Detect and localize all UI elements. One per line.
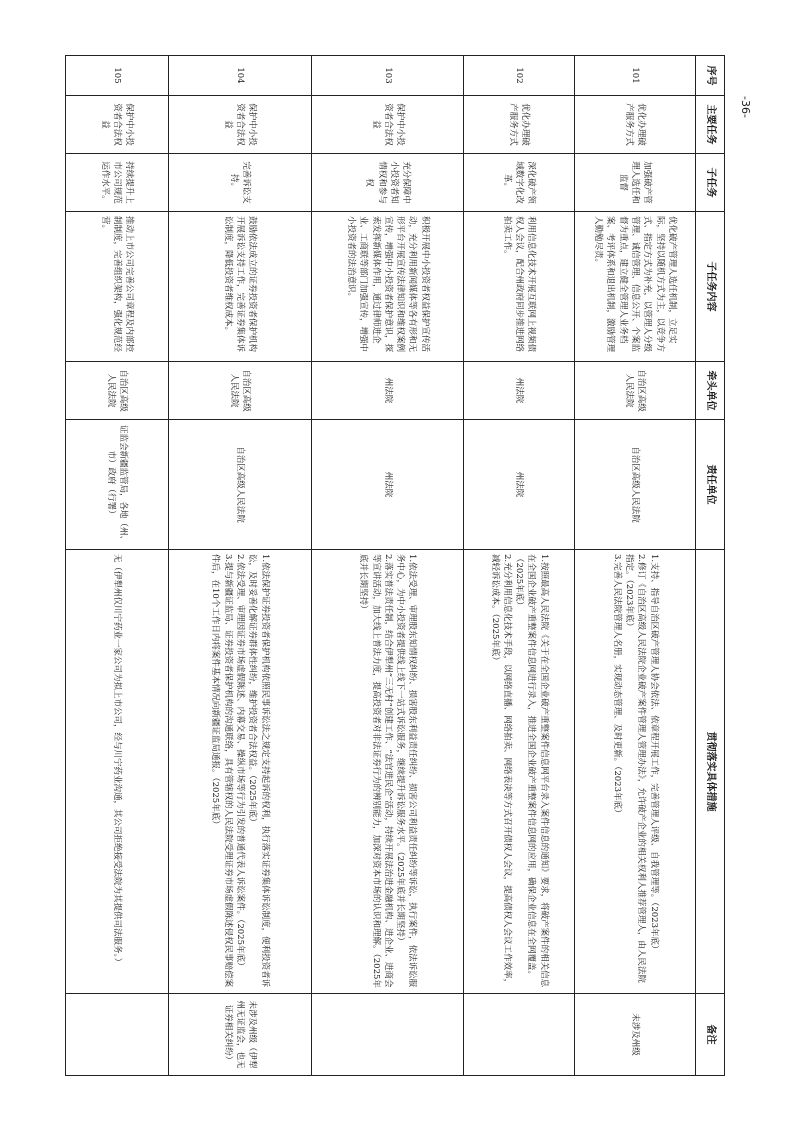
header-main-task: 主要任务 <box>696 96 725 154</box>
cell-measures <box>168 550 312 994</box>
header-remarks: 备注 <box>696 994 725 1076</box>
task-table <box>65 55 725 1076</box>
cell-remarks <box>312 994 464 1076</box>
cell-sub-task: 加强破产管理人选任和监督 <box>574 154 695 212</box>
cell-resp-unit: 州法院 <box>464 420 575 550</box>
cell-sub-task: 深化破产领域数字化改革。 <box>464 154 575 212</box>
header-measures: 贯彻落实具体措施 <box>696 550 725 994</box>
cell-main-task: 保护中小投资者合法权益 <box>312 96 464 154</box>
cell-sub-content: 利用信息化技术开展互联网上视频债权人会议，配合州政府同步推进网络拍卖工作。 <box>464 212 575 362</box>
cell-resp-unit: 自治区高级人民法院 <box>168 420 312 550</box>
measure-item: 3.完善人民法院管理人名册，实现动态管理、及时更新。（2023年底） <box>611 554 622 818</box>
table-row <box>66 56 169 1076</box>
cell-remarks <box>66 994 169 1076</box>
table-row <box>574 56 695 1076</box>
cell-measures <box>574 550 695 994</box>
cell-sub-content: 优化破产管理人选任机制，立足实际，坚持以随机方式为主，以竞争方式、指定方式为补充，以管理人分级管理、诚信管理、信息公开、个案监督为重点，建立健全管理人业务档案、考评体系和退出机制，激励管理人勤勉尽责。 <box>574 212 695 362</box>
measure-item: 1.依法受理、审理股东知情权纠纷、损害股东利益责任纠纷、损害公司利益责任纠纷等诉讼，执行案件，依法诉讼服务中心，为中小投资者提供线上线下一站式诉讼服务，继续提升诉讼服务水平。（2025年底并长期坚持） <box>395 554 418 988</box>
cell-seq: 104 <box>168 56 312 96</box>
cell-resp-unit: 证监会新疆监管局，各地（州、市）政府（行署） <box>66 420 169 550</box>
cell-remarks: 未涉及州级 <box>574 994 695 1076</box>
cell-remarks: 未涉及州级（伊犁州无证监会，也无证券相关纠纷） <box>168 994 312 1076</box>
cell-seq: 105 <box>66 56 169 96</box>
measure-item: 2.依法受理、审理因证券市场虚假陈述、内幕交易、操纵市场等行为引发的普通代表人诉讼案件。（2025年底） <box>235 554 246 971</box>
measure-item: 2.充分利用信息化技术手段，以网络直播、网络拍卖、网络表决等方式召开债权人会议，提高债权人会议工作效率，减轻诉讼成本。（2025年底） <box>489 554 512 988</box>
cell-resp-unit: 自治区高级人民法院 <box>574 420 695 550</box>
header-lead-unit: 牵头单位 <box>696 362 725 420</box>
measure-item: 1.按照最高人民法院《关于在全国企业破产重整案件信息网平台录入案件信息的通知》要求，将破产案件的相关信息在全国企业破产重整案件信息网进行录入，推进全国企业破产重整案件信息网的应用，确保企业信息在全网覆盖。（2025年底） <box>514 554 549 988</box>
measure-item: 2.修订《自治区高级人民法院企业破产案件管理人管理办法》，允许破产企业的相关权利人推荐管理人，由人民法院指定。（2023年底） <box>623 554 647 983</box>
cell-sub-content: 鼓励依法成立的证券投资者保护机构开展诉讼支持工作，完善证券集体诉讼制度，降低投资者维权成本。 <box>168 212 312 362</box>
measure-item: 无（伊犁州仅川宁药业一家公司为拟上市公司，经与川宁药业沟通，其公司拒绝接受法院为其提供司法服务。） <box>111 554 122 967</box>
header-sub-content: 子任务内容 <box>696 212 725 362</box>
cell-resp-unit: 州法院 <box>312 420 464 550</box>
cell-sub-task: 持续提升上市公司规范运作水平。 <box>66 154 169 212</box>
header-sub-task: 子任务 <box>696 154 725 212</box>
cell-lead-unit: 州法院 <box>464 362 575 420</box>
cell-measures <box>464 550 575 994</box>
table-row <box>312 56 464 1076</box>
measure-item: 1.依法保护证券投资者保护机构依照民事诉讼法之规定支持起诉的权利，执行落实证券集体诉讼制度，便利投资者诉讼，及时妥善化解证券群体性纠纷，维护投资者合法权益。（2025年底） <box>247 554 270 988</box>
cell-main-task: 优化办理破产服务方式 <box>574 96 695 154</box>
cell-measures <box>66 550 169 994</box>
page-number: -36- <box>739 96 752 118</box>
header-row <box>696 56 725 1076</box>
cell-remarks <box>464 994 575 1076</box>
cell-seq: 101 <box>574 56 695 96</box>
table-row <box>464 56 575 1076</box>
header-seq: 序号 <box>696 56 725 96</box>
cell-measures <box>312 550 464 994</box>
cell-lead-unit: 自治区高级人民法院 <box>168 362 312 420</box>
measure-item: 2.落实普法责任制，结合伊犁州“三无村”创建工作、“法官进民企”活动，持续开展法治进金融机构、进企业、进商会等宣讲活动，加大线上普法力度，提高投资者对非法证券行为的辨别能力，加深对资本市场的认识和理解。（2025年底并长期坚持） <box>358 554 393 988</box>
cell-seq: 103 <box>312 56 464 96</box>
cell-sub-content: 积极开展中小投资者权益保护宣传活动，充分利用新闻媒体等各有形和无形平台开展宣传法律知识和维权案例宣传，增强中小投资者保护意识，探索发挥新媒体作用，通过律师进企业、工商联等部门加强宣传，增强中小投资者的法治意识。 <box>312 212 464 362</box>
cell-sub-task: 充分保障中小投资者知情权和参与权 <box>312 154 464 212</box>
cell-sub-content: 推动上市公司完善公司章程及内部控制制度，完善组织架构，强化规范经营。 <box>66 212 169 362</box>
rotated-table-container <box>65 55 725 1075</box>
measure-item: 3.提与新疆证监局、证券投资者保护机构的沟通联络，具有管辖权的人民法院受理证券市场虚假陈述侵权民事赔偿案件后，在10个工作日内将案件基本情况向新疆证监局通报。（2025年底） <box>210 554 233 988</box>
header-resp-unit: 责任单位 <box>696 420 725 550</box>
cell-sub-task: 完善诉讼支持。 <box>168 154 312 212</box>
cell-lead-unit: 州法院 <box>312 362 464 420</box>
cell-main-task: 保护中小投资者合法权益 <box>66 96 169 154</box>
cell-main-task: 保护中小投资者合法权益 <box>168 96 312 154</box>
cell-seq: 102 <box>464 56 575 96</box>
cell-lead-unit: 自治区高级人民法院 <box>574 362 695 420</box>
cell-main-task: 优化办理破产服务方式 <box>464 96 575 154</box>
measure-item: 1.支持、指导自治区破产管理人协会依法、依章程开展工作，完善管理人评级、自我管理等。（2023年底） <box>648 554 659 954</box>
cell-lead-unit: 自治区高级人民法院 <box>66 362 169 420</box>
table-row <box>168 56 312 1076</box>
